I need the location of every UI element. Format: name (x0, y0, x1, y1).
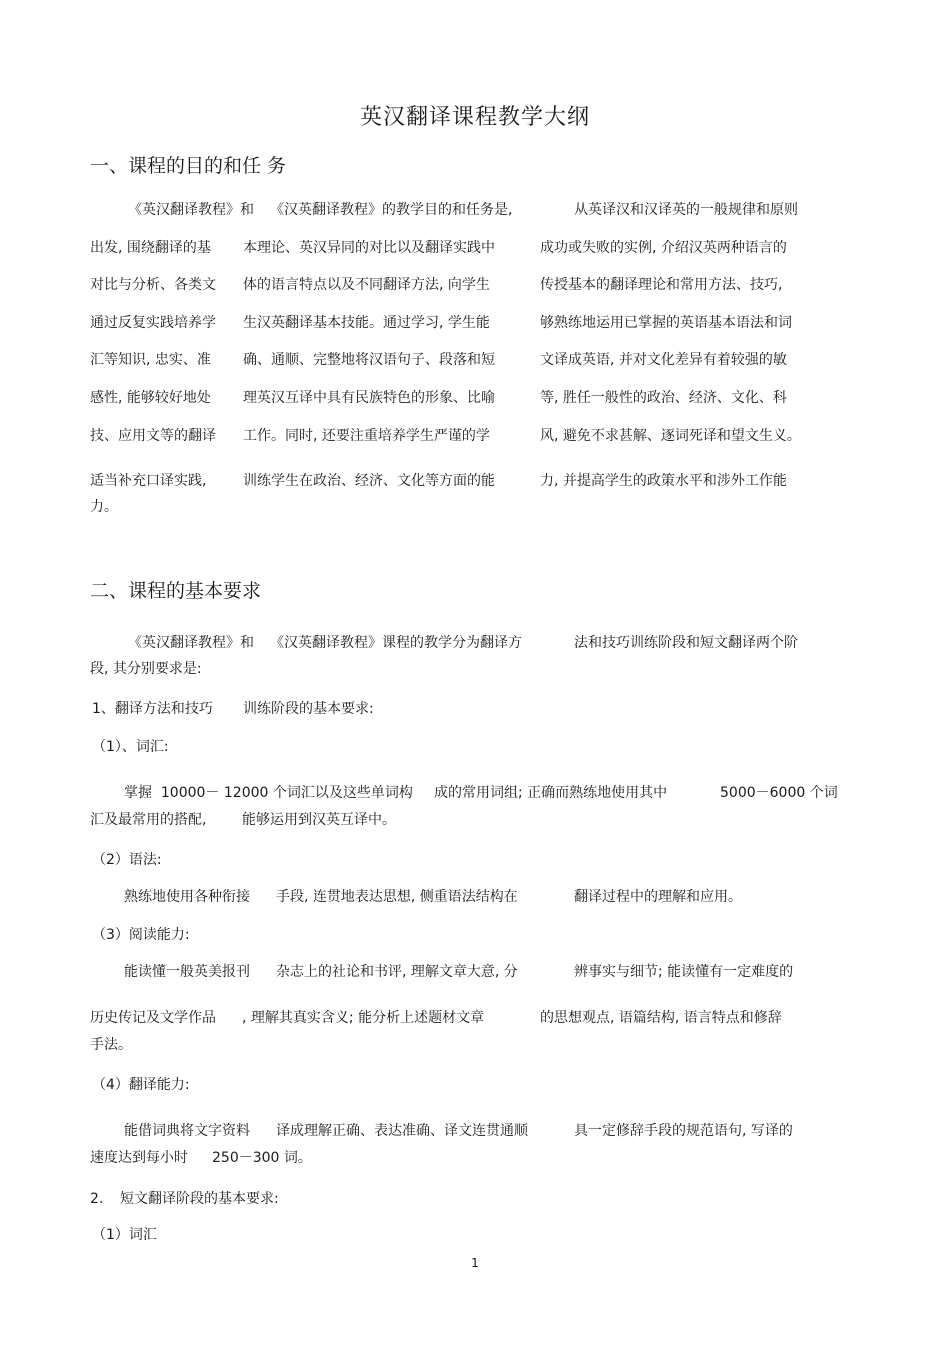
vocab-tail-b: 能够运用到汉英互译中。 (242, 812, 396, 828)
vocab-tail-a: 汇及最常用的搭配, (90, 812, 207, 828)
s1-row-1-col-0: 出发, 围绕翻译的基 (90, 240, 211, 256)
reading-line2-a: 历史传记及文学作品 (90, 1010, 216, 1026)
stage1-heading-a: 1、翻译方法和技巧 (92, 701, 213, 717)
s1-row-7-col-2: 力, 并提高学生的政策水平和涉外工作能 (540, 473, 787, 489)
translation-tail-b: 250－300 词。 (212, 1150, 312, 1166)
s2-intro-col-2: 法和技巧训练阶段和短文翻译两个阶 (574, 635, 798, 651)
page-number: 1 (471, 1256, 479, 1270)
stage2-heading: 短文翻译阶段的基本要求: (120, 1191, 279, 1207)
s1-row-6-col-1: 工作。同时, 还要注重培养学生严谨的学 (243, 428, 490, 444)
s1-row-7-col-0: 适当补充口译实践, (90, 473, 207, 489)
s1-row-3-col-0: 通过反复实践培养学 (90, 315, 216, 331)
reading-line2-b: , 理解其真实含义; 能分析上述题材文章 (242, 1010, 485, 1026)
s1-row-5-col-2: 等, 胜任一般性的政治、经济、文化、科 (540, 390, 787, 406)
s1-row-7-col-1: 训练学生在政治、经济、文化等方面的能 (243, 473, 495, 489)
reading-label: （3）阅读能力: (92, 927, 190, 943)
reading-tail: 手法。 (90, 1037, 132, 1053)
translation-line-a: 能借词典将文字资料 (124, 1123, 250, 1139)
s1-row-0-col-1: 《汉英翻译教程》的教学目的和任务是, (270, 202, 513, 218)
translation-tail-a: 速度达到每小时 (90, 1150, 188, 1166)
s1-row-5-col-0: 感性, 能够较好地处 (90, 390, 211, 406)
grammar-line-b: 手段, 连贯地表达思想, 侧重语法结构在 (276, 889, 518, 905)
reading-line1-a: 能读懂一般英美报刊 (124, 964, 250, 980)
s1-row-6-col-2: 风, 避免不求甚解、逐词死译和望文生义。 (540, 428, 801, 444)
s2-intro-tail: 段, 其分别要求是: (90, 661, 202, 677)
s1-row-1-col-1: 本理论、英汉异同的对比以及翻译实践中 (243, 240, 495, 256)
grammar-label: （2）语法: (92, 852, 162, 868)
vocab-line-b: 成的常用词组; 正确而熟练地使用其中 (434, 785, 668, 801)
reading-line1-c: 辨事实与细节; 能读懂有一定难度的 (574, 964, 794, 980)
s1-row-2-col-0: 对比与分析、各类文 (90, 277, 216, 293)
section-2-heading: 二、课程的基本要求 (90, 580, 262, 602)
stage2-number: 2. (90, 1191, 104, 1207)
translation-label: （4）翻译能力: (92, 1077, 190, 1093)
s1-row-2-col-2: 传授基本的翻译理论和常用方法、技巧, (540, 277, 783, 293)
grammar-line-a: 熟练地使用各种衔接 (124, 889, 250, 905)
section-1-heading: 一、课程的目的和任 务 (90, 155, 287, 177)
document-title: 英汉翻译课程教学大纲 (359, 105, 590, 130)
vocab-line-c: 5000－6000 个词 (720, 785, 838, 801)
s1-row-1-col-2: 成功或失败的实例, 介绍汉英两种语言的 (540, 240, 787, 256)
s1-row-0-col-2: 从英译汉和汉译英的一般规律和原则 (574, 202, 798, 218)
reading-line2-c: 的思想观点, 语篇结构, 语言特点和修辞 (540, 1010, 782, 1026)
translation-line-b: 译成理解正确、表达准确、译文连贯通顺 (276, 1123, 528, 1139)
s1-row-5-col-1: 理英汉互译中具有民族特色的形象、比喻 (243, 390, 495, 406)
translation-line-c: 具一定修辞手段的规范语句, 写译的 (574, 1123, 793, 1139)
s1-row-4-col-2: 文译成英语, 并对文化差异有着较强的敏 (540, 352, 787, 368)
s1-tail: 力。 (90, 499, 118, 515)
s2-intro-col-1: 《汉英翻译教程》课程的教学分为翻译方 (270, 635, 522, 651)
vocab-label: （1）、词汇: (92, 739, 169, 755)
s2-intro-col-0: 《英汉翻译教程》和 (128, 635, 254, 651)
s1-row-3-col-1: 生汉英翻译基本技能。通过学习, 学生能 (243, 315, 490, 331)
vocab2-label: （1）词汇 (92, 1227, 157, 1243)
reading-line1-b: 杂志上的社论和书评, 理解文章大意, 分 (276, 964, 518, 980)
grammar-line-c: 翻译过程中的理解和应用。 (574, 889, 742, 905)
s1-row-2-col-1: 体的语言特点以及不同翻译方法, 向学生 (243, 277, 490, 293)
s1-row-4-col-0: 汇等知识, 忠实、准 (90, 352, 211, 368)
s1-row-3-col-2: 够熟练地运用已掌握的英语基本语法和词 (540, 315, 792, 331)
s1-row-4-col-1: 确、通顺、完整地将汉语句子、段落和短 (243, 352, 495, 368)
stage1-heading-b: 训练阶段的基本要求: (243, 701, 374, 717)
s1-row-6-col-0: 技、应用文等的翻译 (90, 428, 216, 444)
s1-row-0-col-0: 《英汉翻译教程》和 (128, 202, 254, 218)
vocab-line-a: 掌握 10000－ 12000 个词汇以及这些单词构 (124, 785, 413, 801)
